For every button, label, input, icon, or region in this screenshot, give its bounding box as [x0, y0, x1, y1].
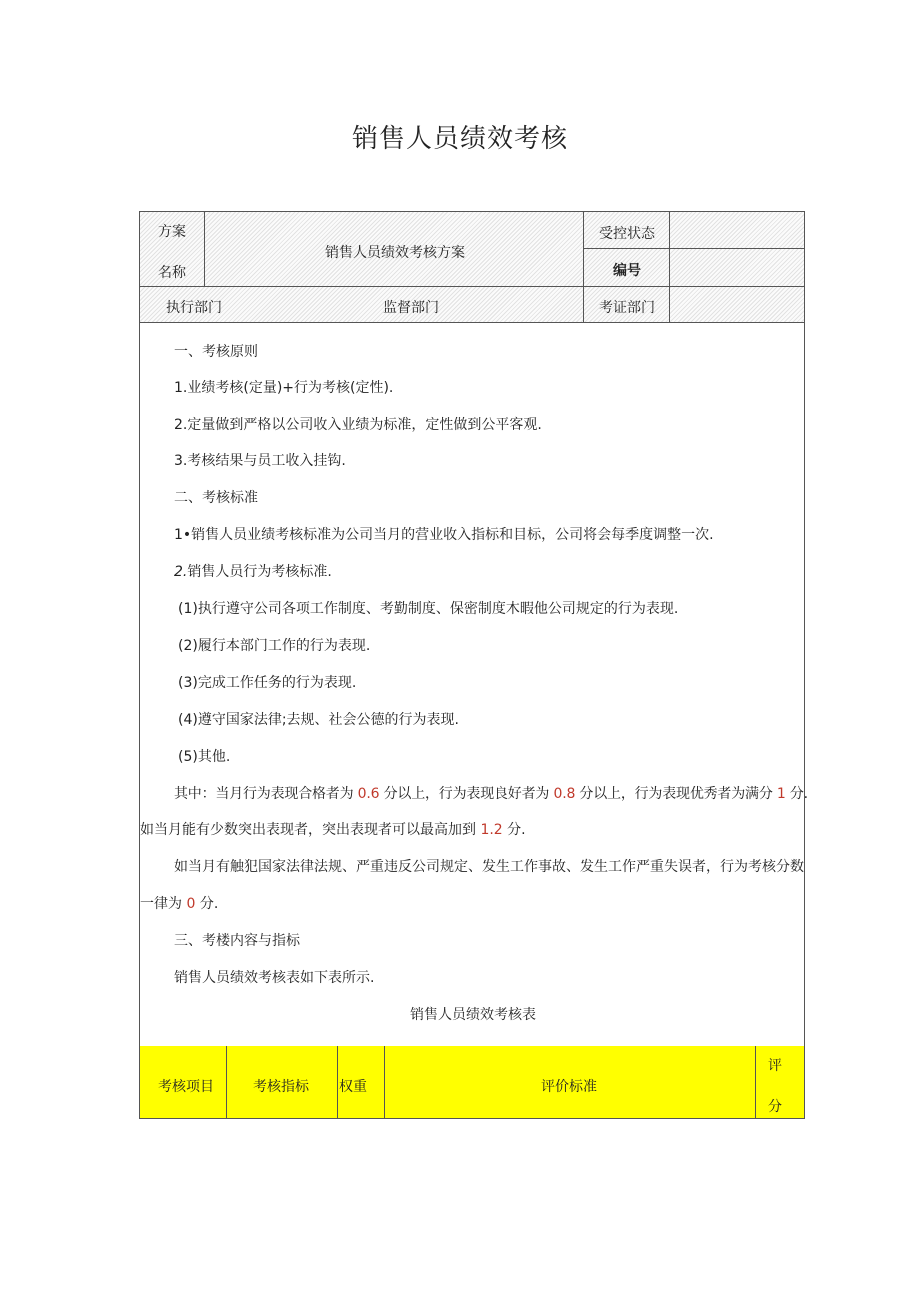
note-1-part-a: 其中：当月行为表现合格者为: [174, 786, 354, 802]
supervise-dept-label: 监督部门: [383, 300, 439, 316]
scheme-label-line2: 名称: [158, 265, 186, 281]
item-number: 2.: [174, 564, 188, 580]
col-score-line1: 评: [768, 1058, 782, 1074]
note-3-part-c: 分.: [199, 896, 219, 912]
excellent-score: 1: [776, 786, 786, 802]
section-1-title: 一、考核原则: [174, 344, 258, 360]
scheme-label-line1: 方案: [158, 224, 186, 240]
section-1-item-2: 2.定量做到严格以公司收入业绩为标准，定性做到公平客观.: [174, 417, 542, 433]
note-1-part-d: 分.: [789, 786, 808, 802]
page-title: 销售人员绩效考核: [351, 124, 568, 154]
note-2-part-b: 分.: [507, 822, 526, 838]
control-status-label: 受控状态: [599, 226, 655, 242]
col-evaluation-criteria: 评价标准: [541, 1079, 597, 1095]
section-2-item-2: [174, 561, 332, 581]
note-3-part-b: 一律为: [140, 896, 182, 912]
section-2-title: 二、考核标准: [174, 490, 258, 506]
number-label: 编号: [613, 263, 641, 279]
exec-dept-label: 执行部门: [166, 300, 222, 316]
note-3-line-2: [140, 893, 218, 913]
scheme-name: 销售人员绩效考核方案: [325, 245, 465, 261]
section-2-sub-1: (1)执行遵守公司各项工作制度、考勤制度、保密制度木暇他公司规定的行为表现.: [178, 601, 679, 617]
section-1-item-1: 1.业绩考核(定量)+行为考核(定性).: [174, 380, 394, 396]
col-weight: 权重: [339, 1079, 367, 1095]
dept-row: [140, 287, 804, 322]
scheme-document-table: [139, 211, 808, 1119]
section-2-sub-3: (3)完成工作任务的行为表现.: [178, 675, 357, 691]
col-score-line2: 分: [768, 1099, 782, 1115]
section-2-item-1: 1•销售人员业绩考核标准为公司当月的营业收入指标和目标，公司将会每季度调整一次.: [174, 527, 714, 543]
max-bonus-score: 1.2: [480, 822, 503, 838]
section-3-item-1: 销售人员绩效考核表如下表所示.: [174, 970, 375, 986]
item-text: 销售人员行为考核标准.: [187, 564, 332, 580]
number-value-cell: [670, 249, 804, 286]
section-2-sub-4: (4)遵守国家法律;去规、社会公德的行为表现.: [178, 712, 459, 728]
note-1: [174, 783, 808, 803]
note-1-part-b: 分以上，行为表现良好者为: [383, 786, 550, 802]
zero-score: 0: [186, 896, 196, 912]
pass-score: 0.6: [357, 786, 380, 802]
col-assessment-item: 考核项目: [158, 1079, 214, 1095]
col-assessment-indicator: 考核指标: [253, 1079, 309, 1095]
audit-dept-label: 考证部门: [599, 300, 655, 316]
control-status-value-cell: [670, 212, 804, 248]
table-caption: 销售人员绩效考核表: [410, 1007, 536, 1023]
section-2-sub-5: (5)其他.: [178, 749, 231, 765]
note-2-part-a: 如当月能有少数突出表现者，突出表现者可以最高加到: [140, 822, 476, 838]
good-score: 0.8: [553, 786, 576, 802]
assessment-table-header: [140, 1046, 804, 1118]
note-2: [140, 819, 526, 839]
note-1-part-c: 分以上，行为表现优秀者为满分: [579, 786, 773, 802]
section-3-title: 三、考楼内容与指标: [174, 933, 300, 949]
section-1-item-3: 3.考核结果与员工收入挂钩.: [174, 453, 346, 469]
note-3-line-1: 如当月有触犯国家法律法规、严重违反公司规定、发生工作事故、发生工作严重失误者，行为考核分数: [174, 859, 804, 875]
section-2-sub-2: (2)履行本部门工作的行为表现.: [178, 638, 371, 654]
